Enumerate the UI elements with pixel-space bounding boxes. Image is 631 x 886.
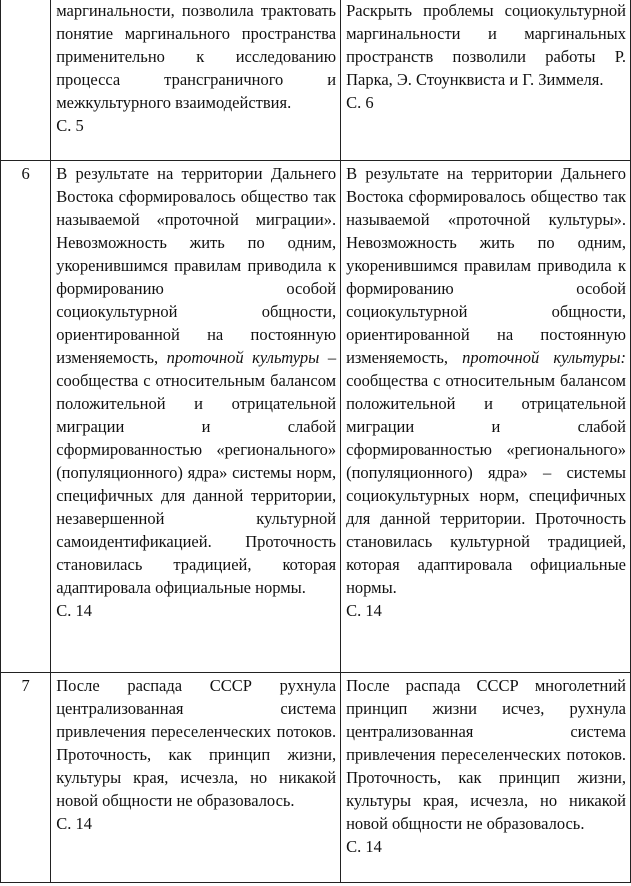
compared-text: В результате на территории Дальнего Востока сформировалось общество так называемой «проточной культуры». Невозможность жить по одним, укоренившимся правилам приводила к формированию особой социокультурной общности, ориентированной на постоянную изменяемость, bbox=[346, 164, 626, 367]
compared-text-cell bbox=[341, 0, 631, 161]
source-italic-term: проточной культуры bbox=[166, 348, 320, 367]
compared-text: Раскрыть проблемы социокультурной маргинальности и маргинальных пространств позволили работы Р. Парка, Э. Стоунквиста и Г. Зиммеля. bbox=[346, 1, 626, 89]
source-text-cell bbox=[51, 0, 341, 161]
source-page-ref: С. 5 bbox=[56, 116, 84, 135]
source-text-continued: – сообщества с относительным балансом положительной и отрицательной миграции и слабой сформированностью «регионального» (популяционного) ядра» системы норм, специфичных для данной территории, незавершенной культурной самоидентификацией. Проточность становилась традицией, которая адаптировала официальные нормы. bbox=[56, 348, 337, 597]
compared-italic-term: проточной культуры: bbox=[462, 348, 626, 367]
compared-text-cell bbox=[341, 673, 631, 883]
row-number: 6 bbox=[1, 161, 51, 673]
table-row bbox=[1, 161, 631, 673]
source-text-cell bbox=[51, 673, 341, 883]
compared-page-ref: С. 14 bbox=[346, 601, 382, 620]
source-text: маргинальности, позволила трактовать понятие маргинального пространства применительно к исследованию процесса трансграничного и межкультурного взаимодействия. bbox=[56, 1, 337, 112]
source-page-ref: С. 14 bbox=[56, 601, 92, 620]
compared-page-ref: С. 6 bbox=[346, 93, 374, 112]
source-text-cell bbox=[51, 161, 341, 673]
row-number: 7 bbox=[1, 673, 51, 883]
table-row bbox=[1, 673, 631, 883]
source-text: После распада СССР рухнула централизованная система привлечения переселенческих потоков. Проточность, как принцип жизни, культуры края, исчезла, но никакой новой общности не образовалось. bbox=[56, 676, 337, 810]
compared-text-cell bbox=[341, 161, 631, 673]
compared-page-ref: С. 14 bbox=[346, 837, 382, 856]
row-number bbox=[1, 0, 51, 161]
table-row bbox=[1, 0, 631, 161]
source-page-ref: С. 14 bbox=[56, 814, 92, 833]
compared-text: После распада СССР многолетний принцип жизни исчез, рухнула централизованная система привлечения переселенческих потоков. Проточность, как принцип жизни, культуры края, исчезла, но никакой новой общности не образовалось. bbox=[346, 676, 626, 833]
source-text: В результате на территории Дальнего Востока сформировалось общество так называемой «проточной миграции». Невозможность жить по одним, укоренившимся правилам приводила к формированию особой социокультурной общности, ориентированной на постоянную изменяемость, bbox=[56, 164, 337, 367]
compared-text-continued: сообщества с относительным балансом положительной и отрицательной миграции и слабой сформированностью «регионального» (популяционного) ядра» – системы социокультурных норм, специфичных для данной территории. Проточность становилась культурной традицией, которая адаптировала официальные нормы. bbox=[346, 371, 626, 597]
